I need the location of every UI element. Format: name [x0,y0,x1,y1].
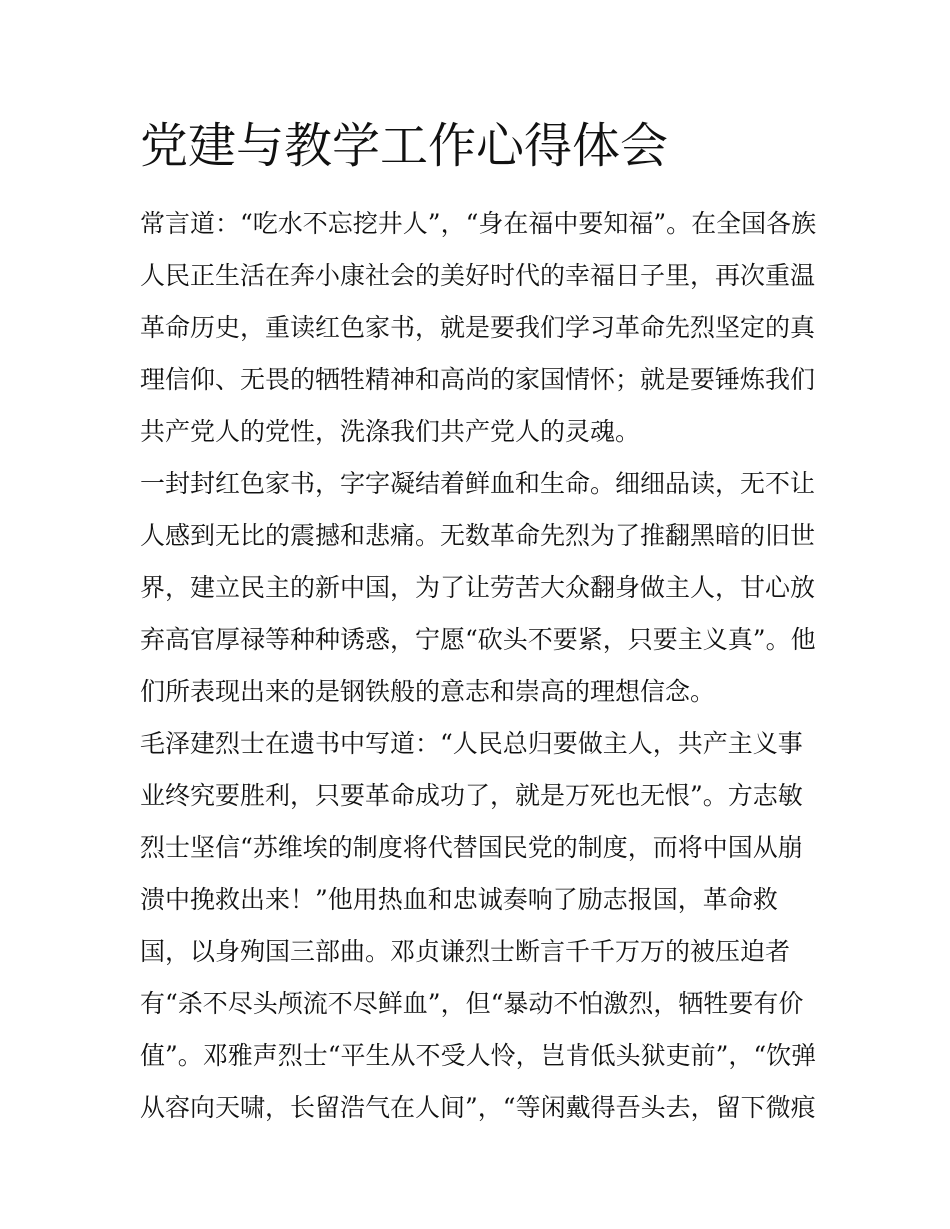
text-line: 弃高官厚禄等种种诱惑，宁愿“砍头不要紧，只要主义真”。他 [140,625,816,654]
text-line: 业终究要胜利，只要革命成功了，就是万死也无恨”。方志敏 [140,781,803,810]
text-line: 毛泽建烈士在遗书中写道：“人民总归要做主人，共产主义事 [140,729,803,758]
text-line: 界，建立民主的新中国，为了让劳苦大众翻身做主人，甘心放 [140,573,816,602]
text-line: 国，以身殉国三部曲。邓贞谦烈士断言千千万万的被压迫者 [140,937,791,966]
document-title: 党建与教学工作心得体会 [140,118,669,174]
text-line: 烈士坚信“苏维埃的制度将代替国民党的制度，而将中国从崩 [140,833,803,862]
text-line: 从容向天啸，长留浩气在人间”，“等闲戴得吾头去，留下微痕 [140,1093,816,1122]
text-line: 人民正生活在奔小康社会的美好时代的幸福日子里，再次重温 [140,261,816,290]
text-line: 溃中挽救出来！”他用热血和忠诚奏响了励志报国，革命救 [140,885,778,914]
text-line: 值”。邓雅声烈士“平生从不受人怜，岂肯低头狱吏前”，“饮弹 [140,1041,817,1070]
text-line: 革命历史，重读红色家书，就是要我们学习革命先烈坚定的真 [140,313,816,342]
text-line: 理信仰、无畏的牺牲精神和高尚的家国情怀；就是要锤炼我们 [140,365,816,394]
text-line: 人感到无比的震撼和悲痛。无数革命先烈为了推翻黑暗的旧世 [140,521,816,550]
text-line: 共产党人的党性，洗涤我们共产党人的灵魂。 [140,417,641,446]
text-line: 常言道：“吃水不忘挖井人”，“身在福中要知福”。在全国各族 [140,209,817,238]
text-line: 们所表现出来的是钢铁般的意志和崇高的理想信念。 [140,677,716,706]
text-line: 有“杀不尽头颅流不尽鲜血”，但“暴动不怕激烈，牺牲要有价 [140,989,804,1018]
document-body [140,198,820,1134]
text-line: 一封封红色家书，字字凝结着鲜血和生命。细细品读，无不让 [140,469,816,498]
